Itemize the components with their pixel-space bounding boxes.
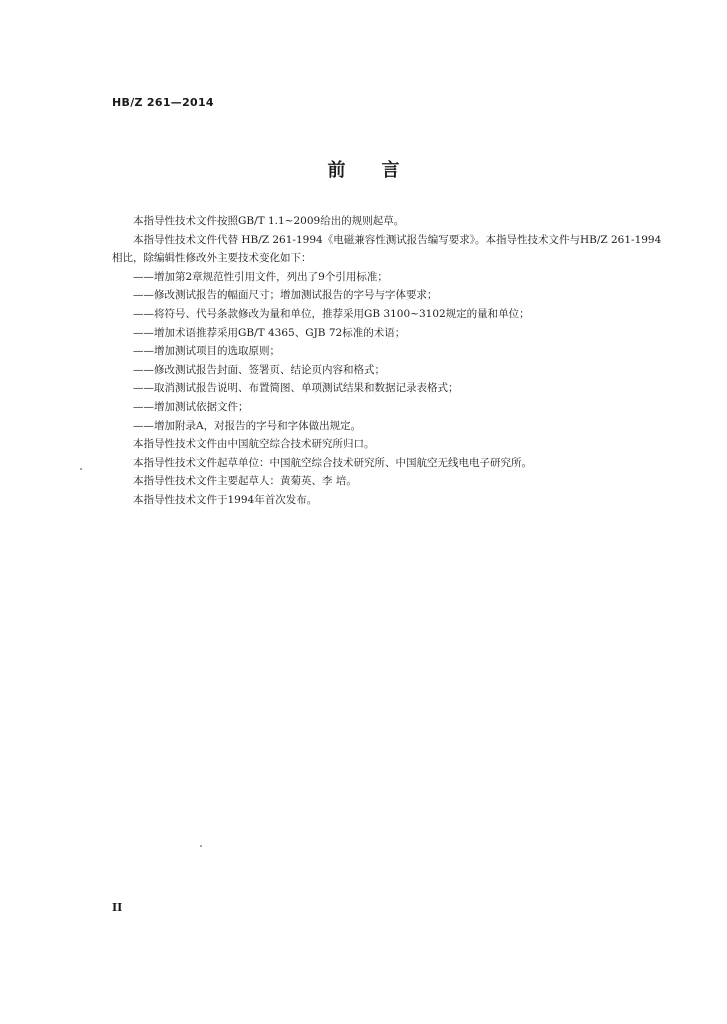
list-item: ——增加术语推荐采用GB/T 4365、GJB 72标准的术语； (133, 326, 406, 339)
paragraph-drafting-units: 本指导性技术文件起草单位：中国航空综合技术研究所、中国航空无线电电子研究所。 (133, 456, 532, 469)
paragraph-replacement: 本指导性技术文件代替 HB/Z 261-1994《电磁兼容性测试报告编写要求》。本指导性技术文件与HB/Z 261-1994相比，除编辑性修改外主要技术变化如下： (112, 233, 662, 265)
list-item: ——取消测试报告说明、布置简图、单项测试结果和数据记录表格式； (133, 382, 459, 395)
list-item: ——修改测试报告封面、签署页、结论页内容和格式； (133, 363, 385, 376)
list-item: ——增加第2章规范性引用文件，列出了9个引用标准； (133, 270, 388, 283)
title-char-2: 言 (381, 160, 400, 181)
list-item: ——将符号、代号条款修改为量和单位，推荐采用GB 3100~3102规定的量和单位； (133, 307, 530, 320)
document-body (112, 212, 664, 510)
paragraph-first-release: 本指导性技术文件于1994年首次发布。 (133, 493, 318, 506)
scan-speck (80, 468, 82, 470)
list-item: ——增加测试项目的选取原则； (133, 345, 280, 358)
paragraph-drafters: 本指导性技术文件主要起草人：黄菊英、李 培。 (133, 475, 357, 488)
page-title (0, 156, 727, 182)
page-number: II (112, 901, 123, 914)
paragraph-drafting-rules: 本指导性技术文件按照GB/T 1.1~2009给出的规则起草。 (133, 215, 405, 227)
paragraph-responsible-unit: 本指导性技术文件由中国航空综合技术研究所归口。 (133, 438, 375, 451)
list-item: ——增加测试依据文件； (133, 400, 249, 413)
scan-speck (200, 845, 202, 847)
list-item: ——修改测试报告的幅面尺寸；增加测试报告的字号与字体要求； (133, 289, 438, 302)
title-char-1: 前 (327, 160, 346, 181)
document-code: HB/Z 261—2014 (112, 96, 214, 109)
list-item: ——增加附录A，对报告的字号和字体做出规定。 (133, 419, 362, 432)
